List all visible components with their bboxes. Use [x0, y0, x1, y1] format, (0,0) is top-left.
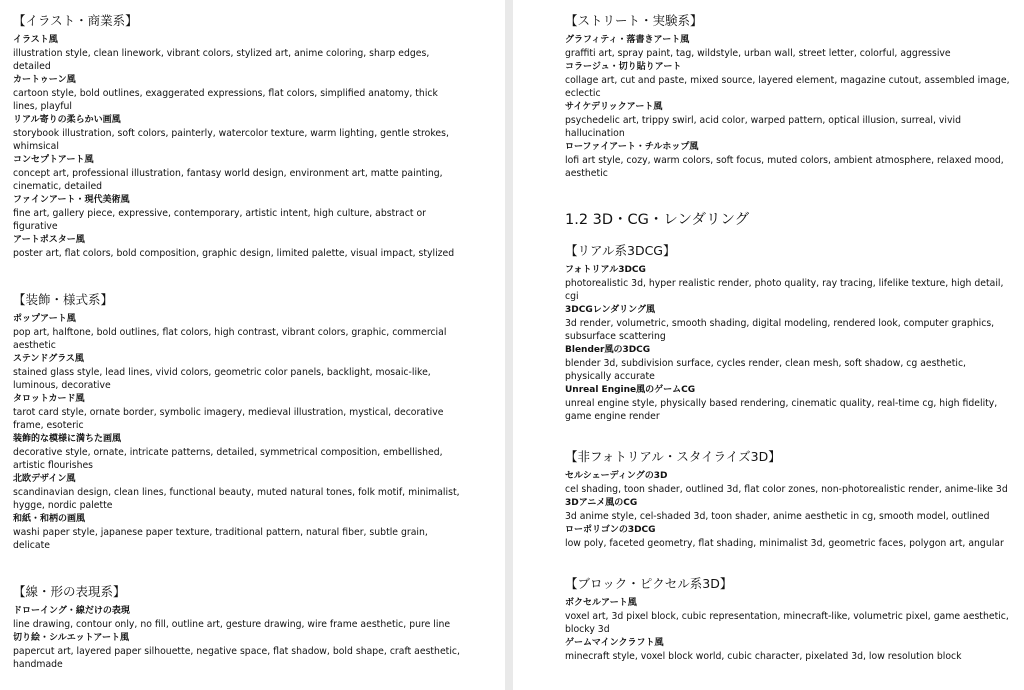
style-entry	[13, 234, 505, 260]
style-name: ドローイング・線だけの表現	[13, 606, 130, 616]
style-name: フォトリアル3DCG	[565, 265, 646, 275]
style-entry	[13, 605, 505, 631]
section-heading: 1.2 3D・CG・レンダリング	[565, 212, 750, 228]
style-name: ポップアート風	[13, 314, 76, 324]
category-heading: 【非フォトリアル・スタイライズ3D】	[565, 449, 781, 464]
category-heading: 【ストリート・実験系】	[565, 13, 703, 28]
style-entry	[565, 637, 1024, 663]
style-prompt: cartoon style, bold outlines, exaggerated expressions, flat colors, simplified anatomy, thick lines, playful	[13, 88, 438, 112]
style-entry	[13, 34, 505, 73]
style-prompt: 3d anime style, cel-shaded 3d, toon shader, anime aesthetic in cg, smooth model, outlined	[565, 511, 990, 522]
category-line-shape	[13, 583, 505, 671]
style-prompt: voxel art, 3d pixel block, cubic representation, minecraft-like, volumetric pixel, game aesthetic, blocky 3d	[565, 611, 1009, 635]
spacer	[13, 553, 505, 583]
category-heading: 【イラスト・商業系】	[13, 13, 138, 28]
category-heading: 【ブロック・ピクセル系3D】	[565, 576, 733, 591]
category-illustration-commercial	[13, 12, 505, 260]
style-entry	[13, 433, 505, 472]
style-entry	[565, 101, 1024, 140]
category-heading: 【線・形の表現系】	[13, 584, 126, 599]
style-entry	[565, 384, 1024, 423]
style-entry	[565, 597, 1024, 636]
style-name: ゲームマインクラフト風	[565, 638, 664, 648]
style-entry	[565, 264, 1024, 303]
style-name: グラフィティ・落書きアート風	[565, 35, 690, 45]
style-prompt: decorative style, ornate, intricate patterns, detailed, symmetrical composition, embellished, artistic flourishes	[13, 447, 443, 471]
style-name: コンセプトアート風	[13, 155, 94, 165]
style-prompt: illustration style, clean linework, vibrant colors, stylized art, anime coloring, sharp edges, detailed	[13, 48, 430, 72]
style-prompt: fine art, gallery piece, expressive, contemporary, artistic intent, high culture, abstract or figurative	[13, 208, 426, 232]
style-prompt: blender 3d, subdivision surface, cycles render, clean mesh, soft shadow, cg aesthetic, physically accurate	[565, 358, 967, 382]
category-block-pixel-3d	[565, 575, 1024, 663]
style-prompt: unreal engine style, physically based rendering, cinematic quality, real-time cg, high fidelity, game engine render	[565, 398, 998, 422]
style-name: 装飾的な模様に満ちた画風	[13, 434, 122, 444]
spacer	[565, 424, 1024, 448]
spacer	[13, 261, 505, 291]
style-entry	[13, 353, 505, 392]
style-prompt: washi paper style, japanese paper texture, traditional pattern, natural fiber, subtle grain, delicate	[13, 527, 428, 551]
style-entry	[565, 34, 1024, 60]
style-entry	[13, 473, 505, 512]
style-name: 和紙・和柄の画風	[13, 514, 86, 524]
style-entry	[565, 344, 1024, 383]
style-prompt: lofi art style, cozy, warm colors, soft focus, muted colors, ambient atmosphere, relaxed mood, aesthetic	[565, 155, 1004, 179]
style-prompt: graffiti art, spray paint, tag, wildstyle, urban wall, street letter, colorful, aggressive	[565, 48, 951, 59]
style-name: コラージュ・切り貼りアート	[565, 62, 682, 72]
style-name: 北欧デザイン風	[13, 474, 76, 484]
style-entry	[565, 470, 1024, 496]
style-prompt: tarot card style, ornate border, symbolic imagery, medieval illustration, mystical, decorative frame, esoteric	[13, 407, 444, 431]
style-name: アートポスター風	[13, 235, 85, 245]
style-entry	[13, 114, 505, 153]
style-name: リアル寄りの柔らかい画風	[13, 115, 121, 125]
style-name: セルシェーディングの3D	[565, 471, 668, 481]
style-prompt: cel shading, toon shader, outlined 3d, flat color zones, non-photorealistic render, anime-like 3d	[565, 484, 1008, 495]
category-heading: 【装飾・様式系】	[13, 292, 114, 307]
style-name: タロットカード風	[13, 394, 85, 404]
style-name: 3DCGレンダリング風	[565, 305, 655, 315]
category-heading: 【リアル系3DCG】	[565, 243, 676, 258]
style-entry	[565, 524, 1024, 550]
style-prompt: papercut art, layered paper silhouette, negative space, flat shadow, bold shape, craft aesthetic, handmade	[13, 646, 460, 670]
style-prompt: stained glass style, lead lines, vivid colors, geometric color panels, backlight, mosaic-like, luminous, decorative	[13, 367, 431, 391]
document-page-left	[0, 0, 505, 690]
style-prompt: 3d render, volumetric, smooth shading, digital modeling, rendered look, computer graphics, subsurface scattering	[565, 318, 995, 342]
style-name: Unreal Engine風のゲームCG	[565, 385, 696, 395]
style-name: カートゥーン風	[13, 75, 76, 85]
style-entry	[13, 154, 505, 193]
style-prompt: scandinavian design, clean lines, functional beauty, muted natural tones, folk motif, minimalist, hygge, nordic palette	[13, 487, 460, 511]
style-entry	[565, 497, 1024, 523]
style-prompt: concept art, professional illustration, fantasy world design, environment art, matte painting, cinematic, detailed	[13, 168, 443, 192]
style-name: ローポリゴンの3DCG	[565, 525, 656, 535]
style-entry	[565, 61, 1024, 100]
style-name: サイケデリックアート風	[565, 102, 663, 112]
category-realistic-3dcg	[565, 242, 1024, 423]
style-prompt: low poly, faceted geometry, flat shading, minimalist 3d, geometric faces, polygon art, angular	[565, 538, 1004, 549]
style-entry	[13, 513, 505, 552]
style-prompt: photorealistic 3d, hyper realistic render, photo quality, ray tracing, lifelike texture, high detail, cgi	[565, 278, 1004, 302]
style-name: ローファイアート・チルホップ風	[565, 142, 699, 152]
style-name: Blender風の3DCG	[565, 345, 651, 355]
category-stylized-3d	[565, 448, 1024, 550]
style-prompt: line drawing, contour only, no fill, outline art, gesture drawing, wire frame aesthetic, pure line	[13, 619, 451, 630]
style-prompt: minecraft style, voxel block world, cubic character, pixelated 3d, low resolution block	[565, 651, 962, 662]
style-entry	[13, 74, 505, 113]
document-page-right	[513, 0, 1024, 690]
style-name: ボクセルアート風	[565, 598, 637, 608]
spacer	[565, 551, 1024, 575]
style-entry	[565, 141, 1024, 180]
style-prompt: collage art, cut and paste, mixed source, layered element, magazine cutout, assembled image, eclectic	[565, 75, 1010, 99]
style-name: 3Dアニメ風のCG	[565, 498, 638, 508]
style-name: ファインアート・現代美術風	[13, 195, 130, 205]
style-entry	[13, 194, 505, 233]
style-prompt: poster art, flat colors, bold composition, graphic design, limited palette, visual impact, stylized	[13, 248, 455, 259]
style-name: ステンドグラス風	[13, 354, 84, 364]
style-name: 切り絵・シルエットアート風	[13, 633, 130, 643]
style-entry	[13, 393, 505, 432]
style-entry	[565, 304, 1024, 343]
style-entry	[13, 313, 505, 352]
category-decorative-style	[13, 291, 505, 552]
style-prompt: storybook illustration, soft colors, painterly, watercolor texture, warm lighting, gentle strokes, whimsical	[13, 128, 449, 152]
style-name: イラスト風	[13, 35, 58, 45]
style-entry	[13, 632, 505, 671]
category-street-experimental	[565, 12, 1024, 180]
style-prompt: pop art, halftone, bold outlines, flat colors, high contrast, vibrant colors, graphic, commercial aesthetic	[13, 327, 447, 351]
style-prompt: psychedelic art, trippy swirl, acid color, warped pattern, optical illusion, surreal, vivid hallucination	[565, 115, 961, 139]
spacer	[565, 181, 1024, 211]
